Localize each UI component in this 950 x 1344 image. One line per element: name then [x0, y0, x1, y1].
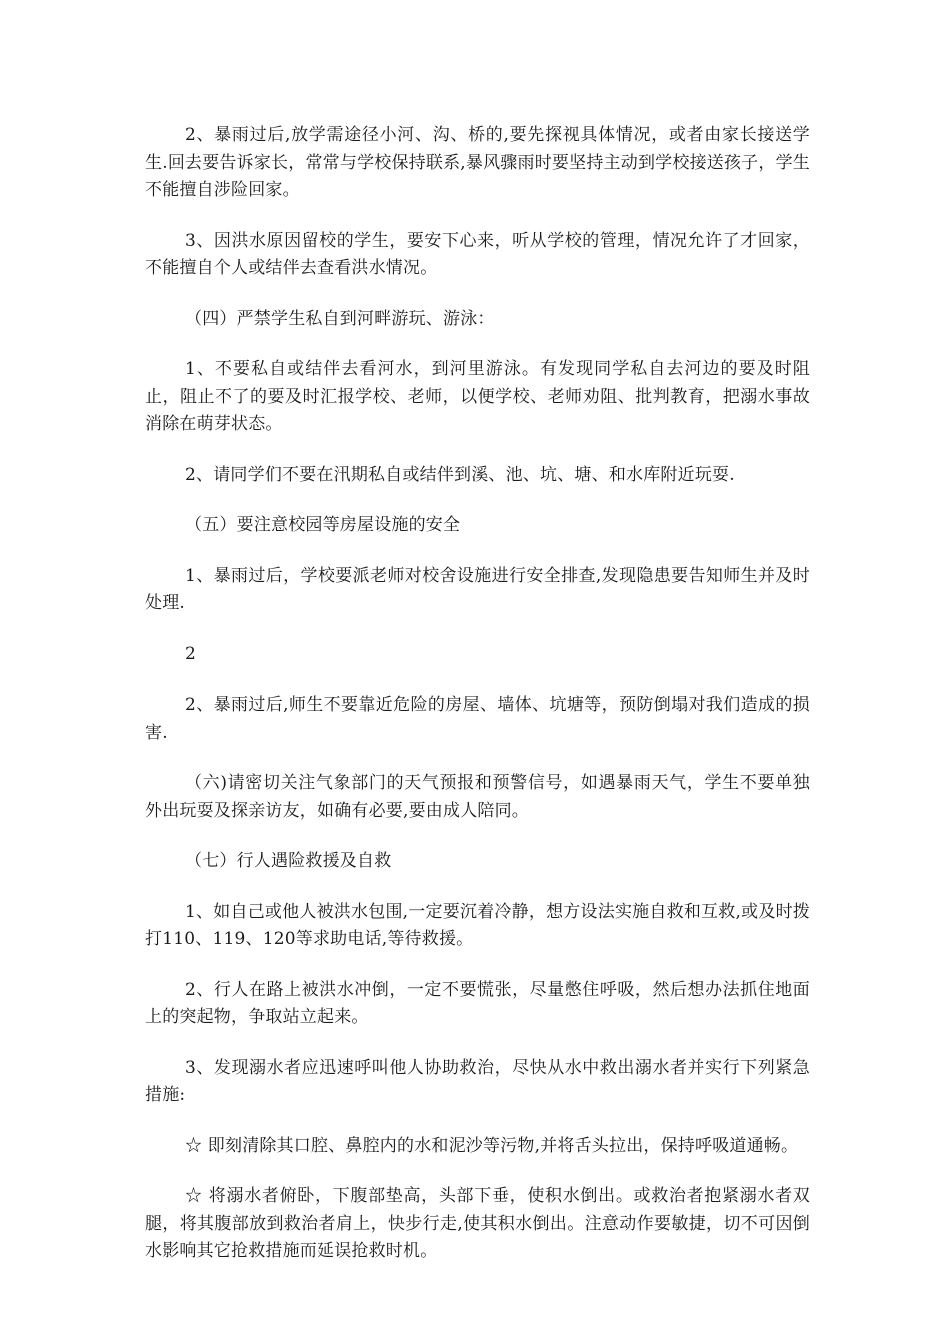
page-number: 2 [185, 643, 197, 664]
paragraph-no-river-watching: 1、不要私自或结伴去看河水，到河里游泳。有发现同学私自去河边的要及时阻止，阻止不了的要及时汇报学校、老师，以便学校、老师劝阻、批判教育，把溺水事故消除在萌芽状态。 [145, 359, 810, 434]
paragraph-clear-airway: ☆ 即刻清除其口腔、鼻腔内的水和泥沙等污物,并将舌头拉出，保持呼吸道通畅。 [185, 1135, 799, 1156]
paragraph-flood-stay-at-school: 3、因洪水原因留校的学生，要安下心来，听从学校的管理，情况允许了才回家，不能擅自个人或结伴去查看洪水情况。 [145, 230, 810, 278]
section-heading-campus-building-safety: （五）要注意校园等房屋设施的安全 [185, 515, 461, 535]
section-heading-pedestrian-rescue: （七）行人遇险救援及自救 [185, 851, 392, 871]
paragraph-flood-season-warning: 2、请同学们不要在汛期私自或结伴到溪、池、坑、塘、和水库附近玩耍. [185, 464, 735, 485]
paragraph-drowning-rescue: 3、发现溺水者应迅速呼叫他人协助救治，尽快从水中救出溺水者并实行下列紧急措施: [145, 1057, 810, 1105]
document-page [145, 122, 810, 1289]
paragraph-avoid-dangerous-buildings: 2、暴雨过后,师生不要靠近危险的房屋、墙体、坑塘等，预防倒塌对我们造成的损害. [145, 695, 810, 743]
section-heading-no-river-swimming: （四）严禁学生私自到河畔游玩、游泳： [185, 308, 495, 329]
paragraph-after-rain-school-route: 2、暴雨过后,放学需途径小河、沟、桥的,要先探视具体情况，或者由家长接送学生.回去要告诉家长，常常与学校保持联系,暴风骤雨时要坚持主动到学校接送孩子，学生不能擅自涉险回家。 [145, 125, 810, 200]
section-heading-weather-alerts: （六)请密切关注气象部门的天气预报和预警信号，如遇暴雨天气，学生不要单独外出玩耍及探亲访友，如确有必要,要由成人陪同。 [145, 773, 810, 821]
paragraph-drain-water: ☆ 将溺水者俯卧，下腹部垫高，头部下垂，使积水倒出。或救治者抱紧溺水者双腿，将其腹部放到救治者肩上，快步行走,使其积水倒出。注意动作要敏捷，切不可因倒水影响其它抢救措施而延误抢救时机。 [145, 1186, 810, 1261]
paragraph-knocked-down-by-flood: 2、行人在路上被洪水冲倒，一定不要慌张，尽量憋住呼吸，然后想办法抓住地面上的突起物，争取站立起来。 [145, 979, 810, 1027]
paragraph-safety-inspection: 1、暴雨过后，学校要派老师对校舍设施进行安全排查,发现隐患要告知师生并及时处理. [145, 565, 810, 613]
paragraph-surrounded-by-flood: 1、如自己或他人被洪水包围,一定要沉着冷静，想方设法实施自救和互救,或及时拨打110、119、120等求助电话,等待救援。 [145, 901, 810, 949]
